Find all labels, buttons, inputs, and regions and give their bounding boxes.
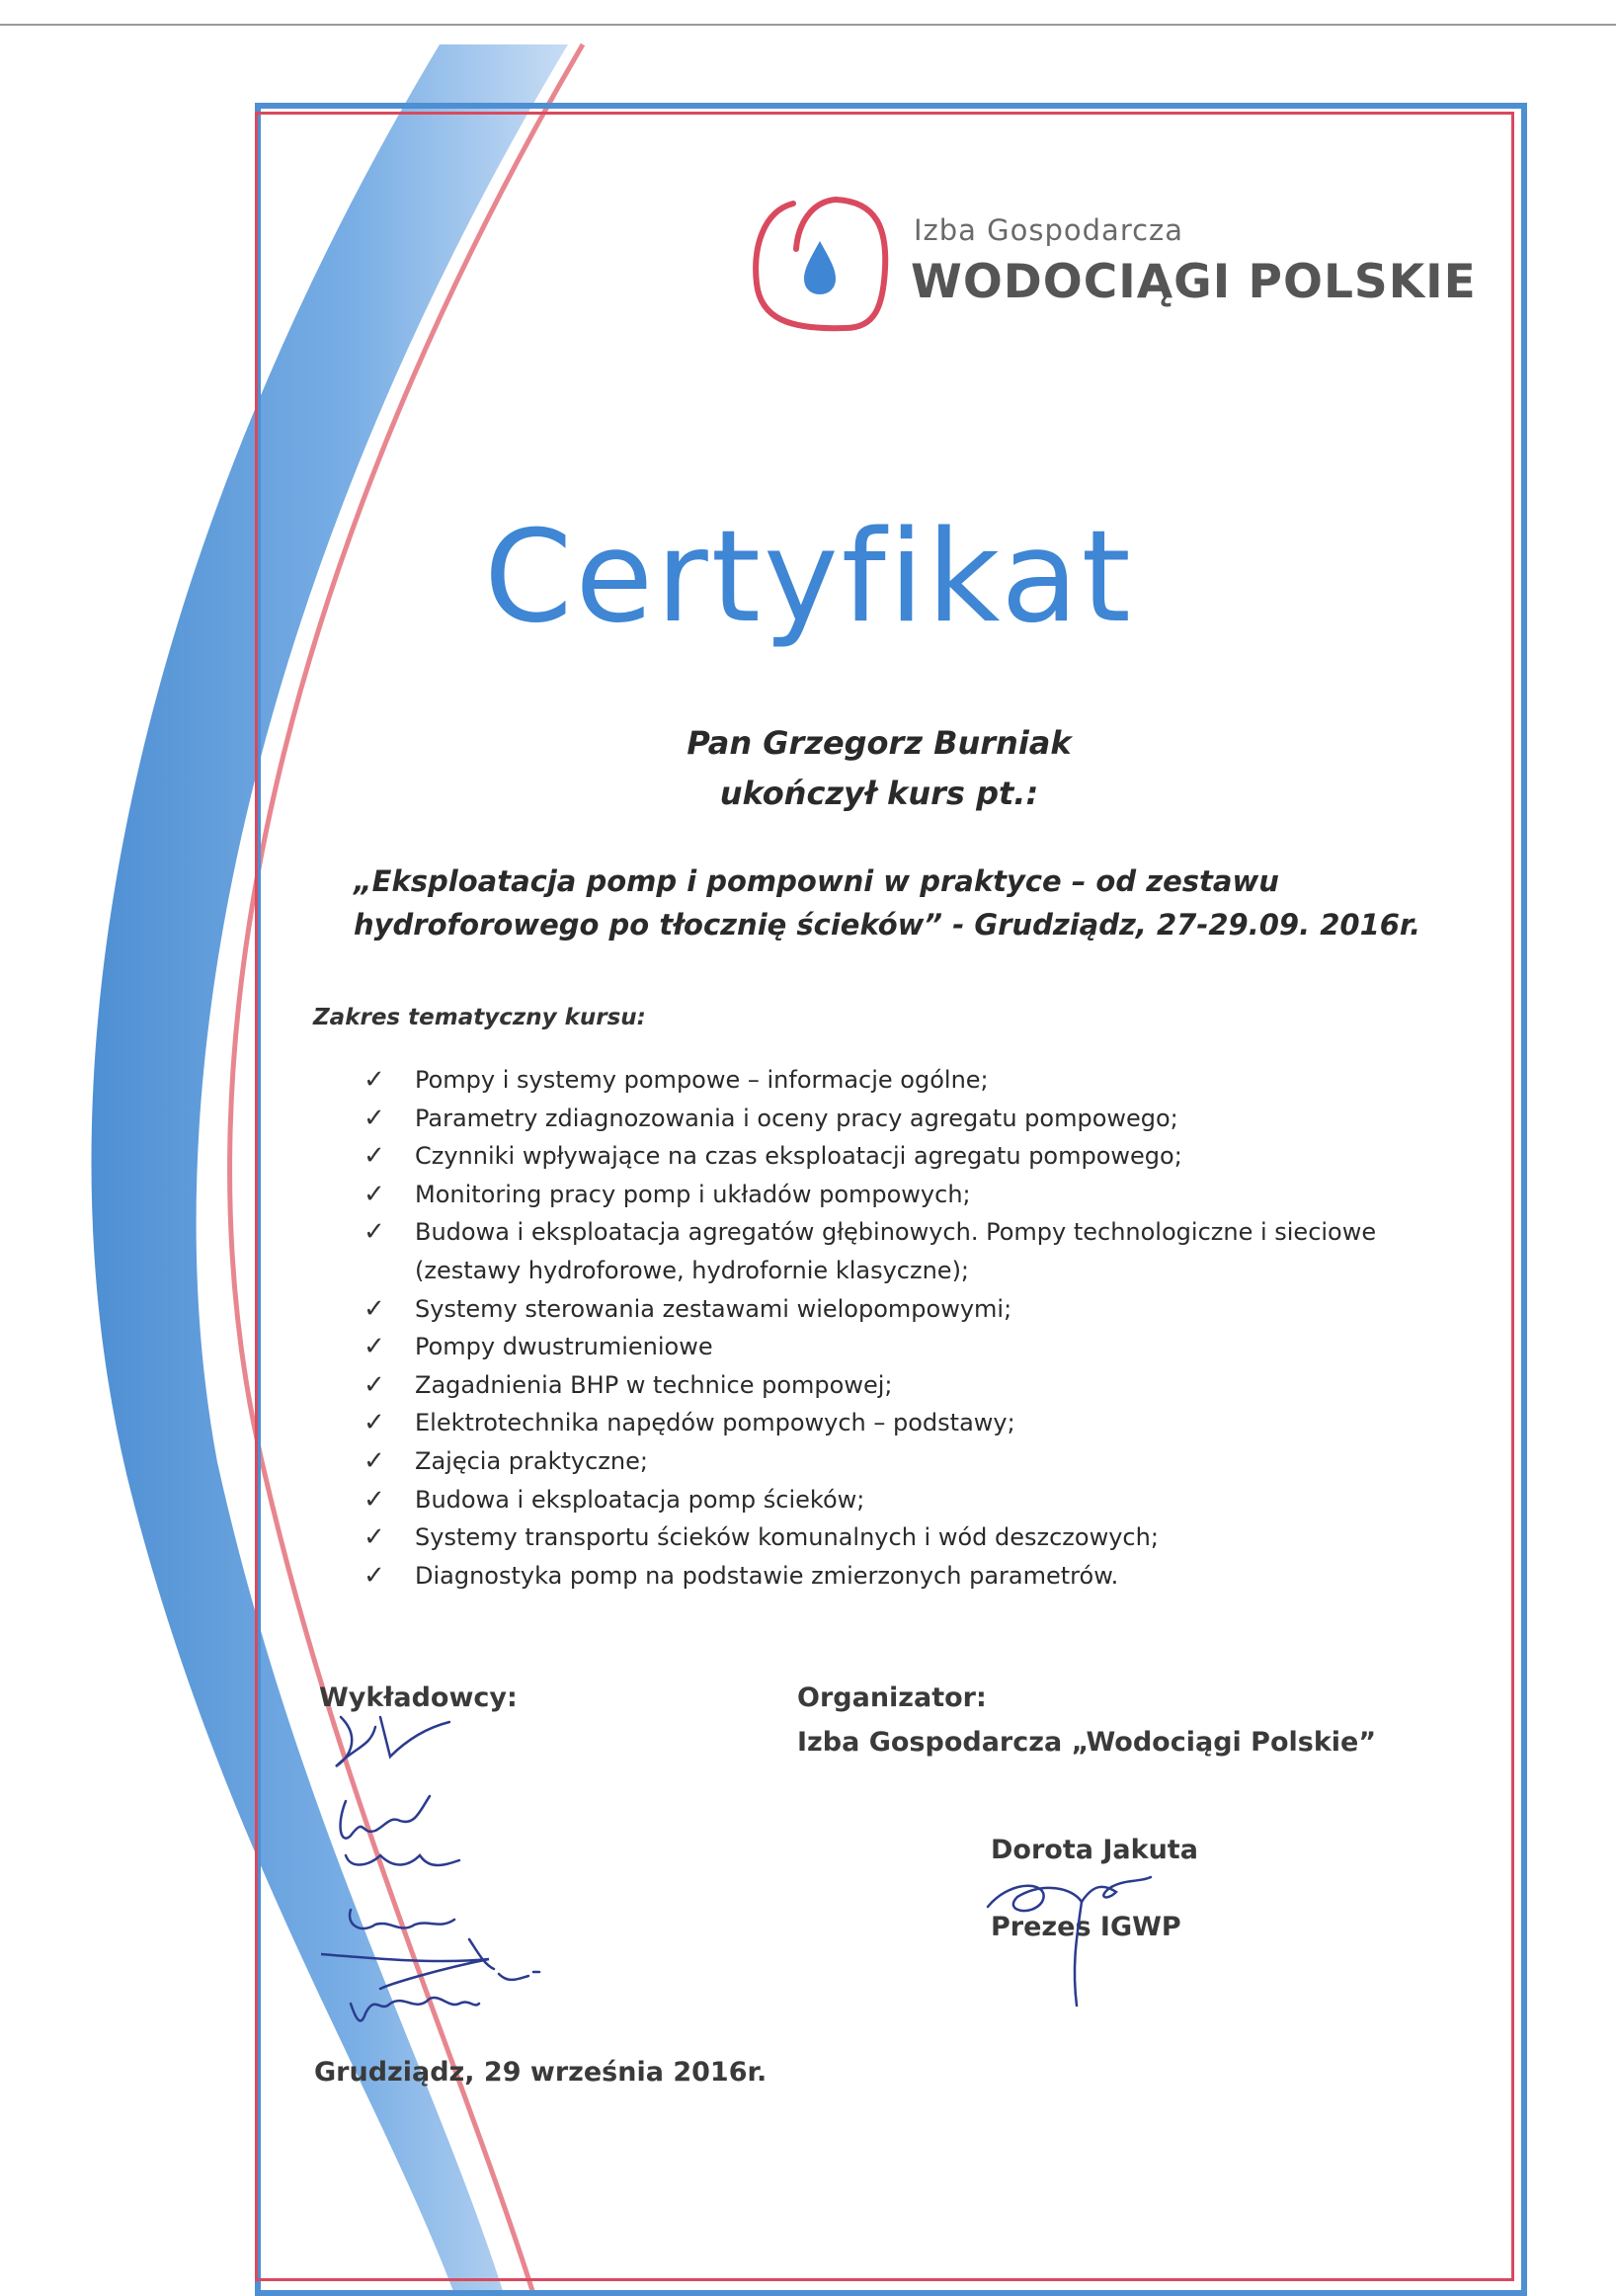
signer-name: Dorota Jakuta [991,1835,1198,1865]
checkmark-icon: ✓ [364,1560,385,1591]
list-item [364,1557,1450,1596]
topic-text: Czynniki wpływające na czas eksploatacji agregatu pompowego; [415,1142,1182,1171]
checkmark-icon: ✓ [364,1179,385,1209]
place-date: Grudziądz, 29 września 2016r. [314,2057,768,2088]
organizer-name: Izba Gospodarcza „Wodociągi Polskie” [797,1727,1377,1758]
lecturers-label: Wykładowcy: [319,1682,518,1713]
checkmark-icon: ✓ [364,1445,385,1476]
checkmark-icon: ✓ [364,1522,385,1553]
course-title: „Eksploatacja pomp i pompowni w praktyce – od zestawu hydroforowego po tłocznię ścieków” - Grudziądz, 27-29.09. 2016r. [354,864,1421,942]
list-item [364,1213,1450,1289]
topic-text: Systemy sterowania zestawami wielopompowymi; [415,1294,1012,1323]
signer-role: Prezes IGWP [991,1912,1181,1942]
checkmark-icon: ✓ [364,1217,385,1248]
checkmark-icon: ✓ [364,1408,385,1438]
topic-text: Zajęcia praktyczne; [415,1446,648,1475]
topic-text: Budowa i eksploatacja pomp ścieków; [415,1485,865,1514]
topic-text: Systemy transportu ścieków komunalnych i wód deszczowych; [415,1523,1159,1552]
logo-text-line1: Izba Gospodarcza [914,213,1184,247]
checkmark-icon: ✓ [364,1484,385,1515]
topic-text: Budowa i eksploatacja agregatów głębinowych. Pompy technologiczne i sieciowe (zestawy hydroforowe, hydrofornie klasyczne); [415,1218,1377,1284]
checkmark-icon: ✓ [364,1065,385,1095]
lecturers-signatures [321,1707,578,2033]
list-item [364,1328,1450,1366]
list-item [364,1366,1450,1405]
logo-text-line2: WODOCIĄGI POLSKIE [911,255,1477,309]
list-item [364,1061,1450,1100]
checkmark-icon: ✓ [364,1369,385,1400]
organizer-label: Organizator: [797,1682,987,1713]
recipient-name: Pan Grzegorz Burniak [687,724,1072,762]
water-drop-logo-icon [749,190,889,338]
list-item [364,1404,1450,1442]
topic-text: Elektrotechnika napędów pompowych – podstawy; [415,1409,1015,1437]
topic-text: Monitoring pracy pomp i układów pompowych; [415,1180,971,1208]
checkmark-icon: ✓ [364,1332,385,1362]
topic-text: Pompy i systemy pompowe – informacje ogólne; [415,1066,989,1094]
topics-list [364,1061,1450,1595]
completion-text: ukończył kurs pt.: [719,775,1039,812]
list-item [364,1290,1450,1329]
checkmark-icon: ✓ [364,1141,385,1172]
list-item [364,1442,1450,1481]
topic-text: Zagadnienia BHP w technice pompowej; [415,1370,893,1399]
list-item [364,1100,1450,1138]
topic-text: Pompy dwustrumieniowe [415,1333,713,1361]
list-item [364,1137,1450,1176]
president-signature [983,1857,1161,2015]
topic-text: Parametry zdiagnozowania i oceny pracy agregatu pompowego; [415,1104,1178,1132]
certificate-title: Certyfikat [484,504,1134,651]
checkmark-icon: ✓ [364,1103,385,1133]
checkmark-icon: ✓ [364,1293,385,1324]
list-item [364,1176,1450,1214]
list-item [364,1481,1450,1519]
topic-text: Diagnostyka pomp na podstawie zmierzonych parametrów. [415,1561,1119,1590]
scope-label: Zakres tematyczny kursu: [313,1005,646,1030]
list-item [364,1518,1450,1557]
